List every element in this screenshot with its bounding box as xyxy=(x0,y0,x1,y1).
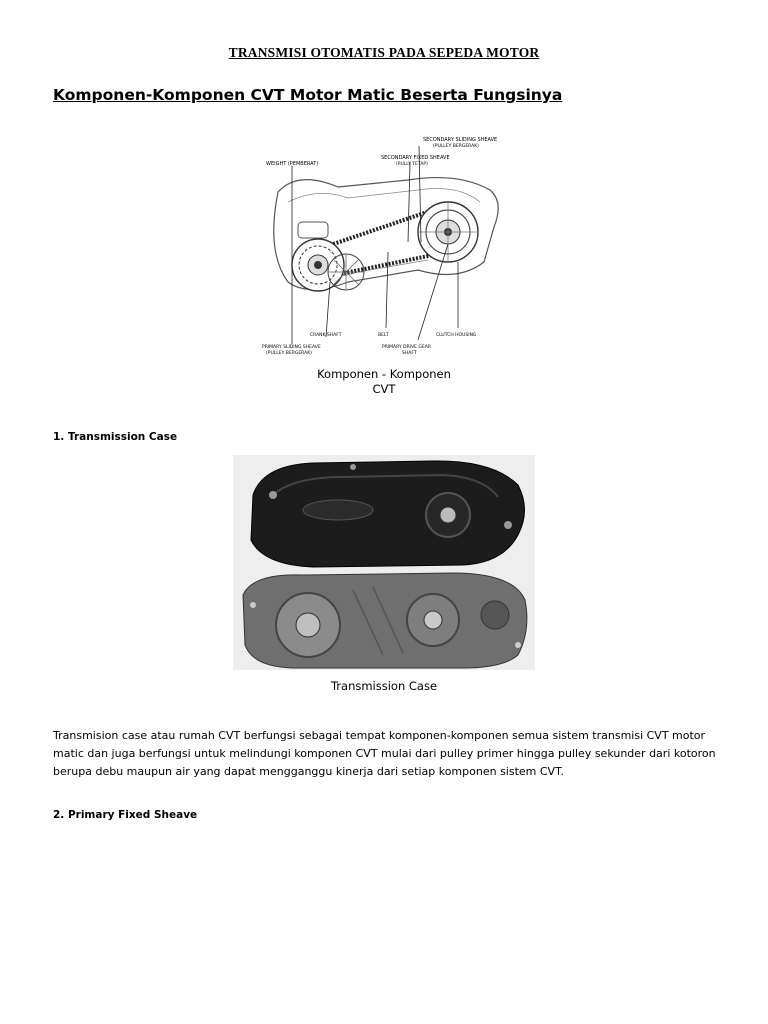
figure1-caption-line1: Komponen - Komponen xyxy=(317,367,451,381)
label-secondary-fixed: SECONDARY FIXED SHEAVE xyxy=(381,155,450,161)
section1-paragraph: Transmision case atau rumah CVT berfungsi sebagai tempat komponen-komponen semua sistem transmisi CVT motor matic dan juga berfungsi untuk melindungi komponen CVT mulai dari pulley primer hingga pulley sekunder dari kotoron berupa debu maupun air yang dapat mengganggu kinerja dari setiap komponen sistem CVT. xyxy=(53,729,716,778)
label-secondary-fixed-sub: (PULLY TETAP) xyxy=(396,162,428,167)
transmission-case-caption: Transmission Case xyxy=(330,679,438,693)
label-weight: WEIGHT (PEMBERAT) xyxy=(266,161,319,167)
label-secondary-sliding: SECONDARY SLIDING SHEAVE xyxy=(423,137,498,143)
transmission-case-photo xyxy=(233,455,535,670)
label-primary-sliding-sub: (PULLEY BERGERAK) xyxy=(266,351,312,356)
label-crank-shaft: CRANK SHAFT xyxy=(310,333,342,338)
section1-heading: 1. Transmission Case xyxy=(53,431,178,443)
figure1-caption xyxy=(300,367,468,397)
label-primary-drive-sub: SHAFT xyxy=(402,351,417,356)
page-title: TRANSMISI OTOMATIS PADA SEPEDA MOTOR xyxy=(228,45,540,60)
cvt-diagram xyxy=(258,132,510,360)
label-belt: BELT xyxy=(378,333,389,338)
main-heading: Komponen-Komponen CVT Motor Matic Beserta Fungsinya xyxy=(53,86,563,104)
label-clutch-housing: CLUTCH HOUSING xyxy=(436,333,477,338)
section2-heading: 2. Primary Fixed Sheave xyxy=(53,809,198,821)
figure1-caption-line2: CVT xyxy=(372,382,396,396)
label-secondary-sliding-sub: (PULLEY BERGERAK) xyxy=(433,144,479,149)
label-primary-sliding: PRIMARY SLIDING SHEAVE xyxy=(262,345,321,350)
label-primary-drive: PRIMARY DRIVE GEAR xyxy=(382,345,431,350)
